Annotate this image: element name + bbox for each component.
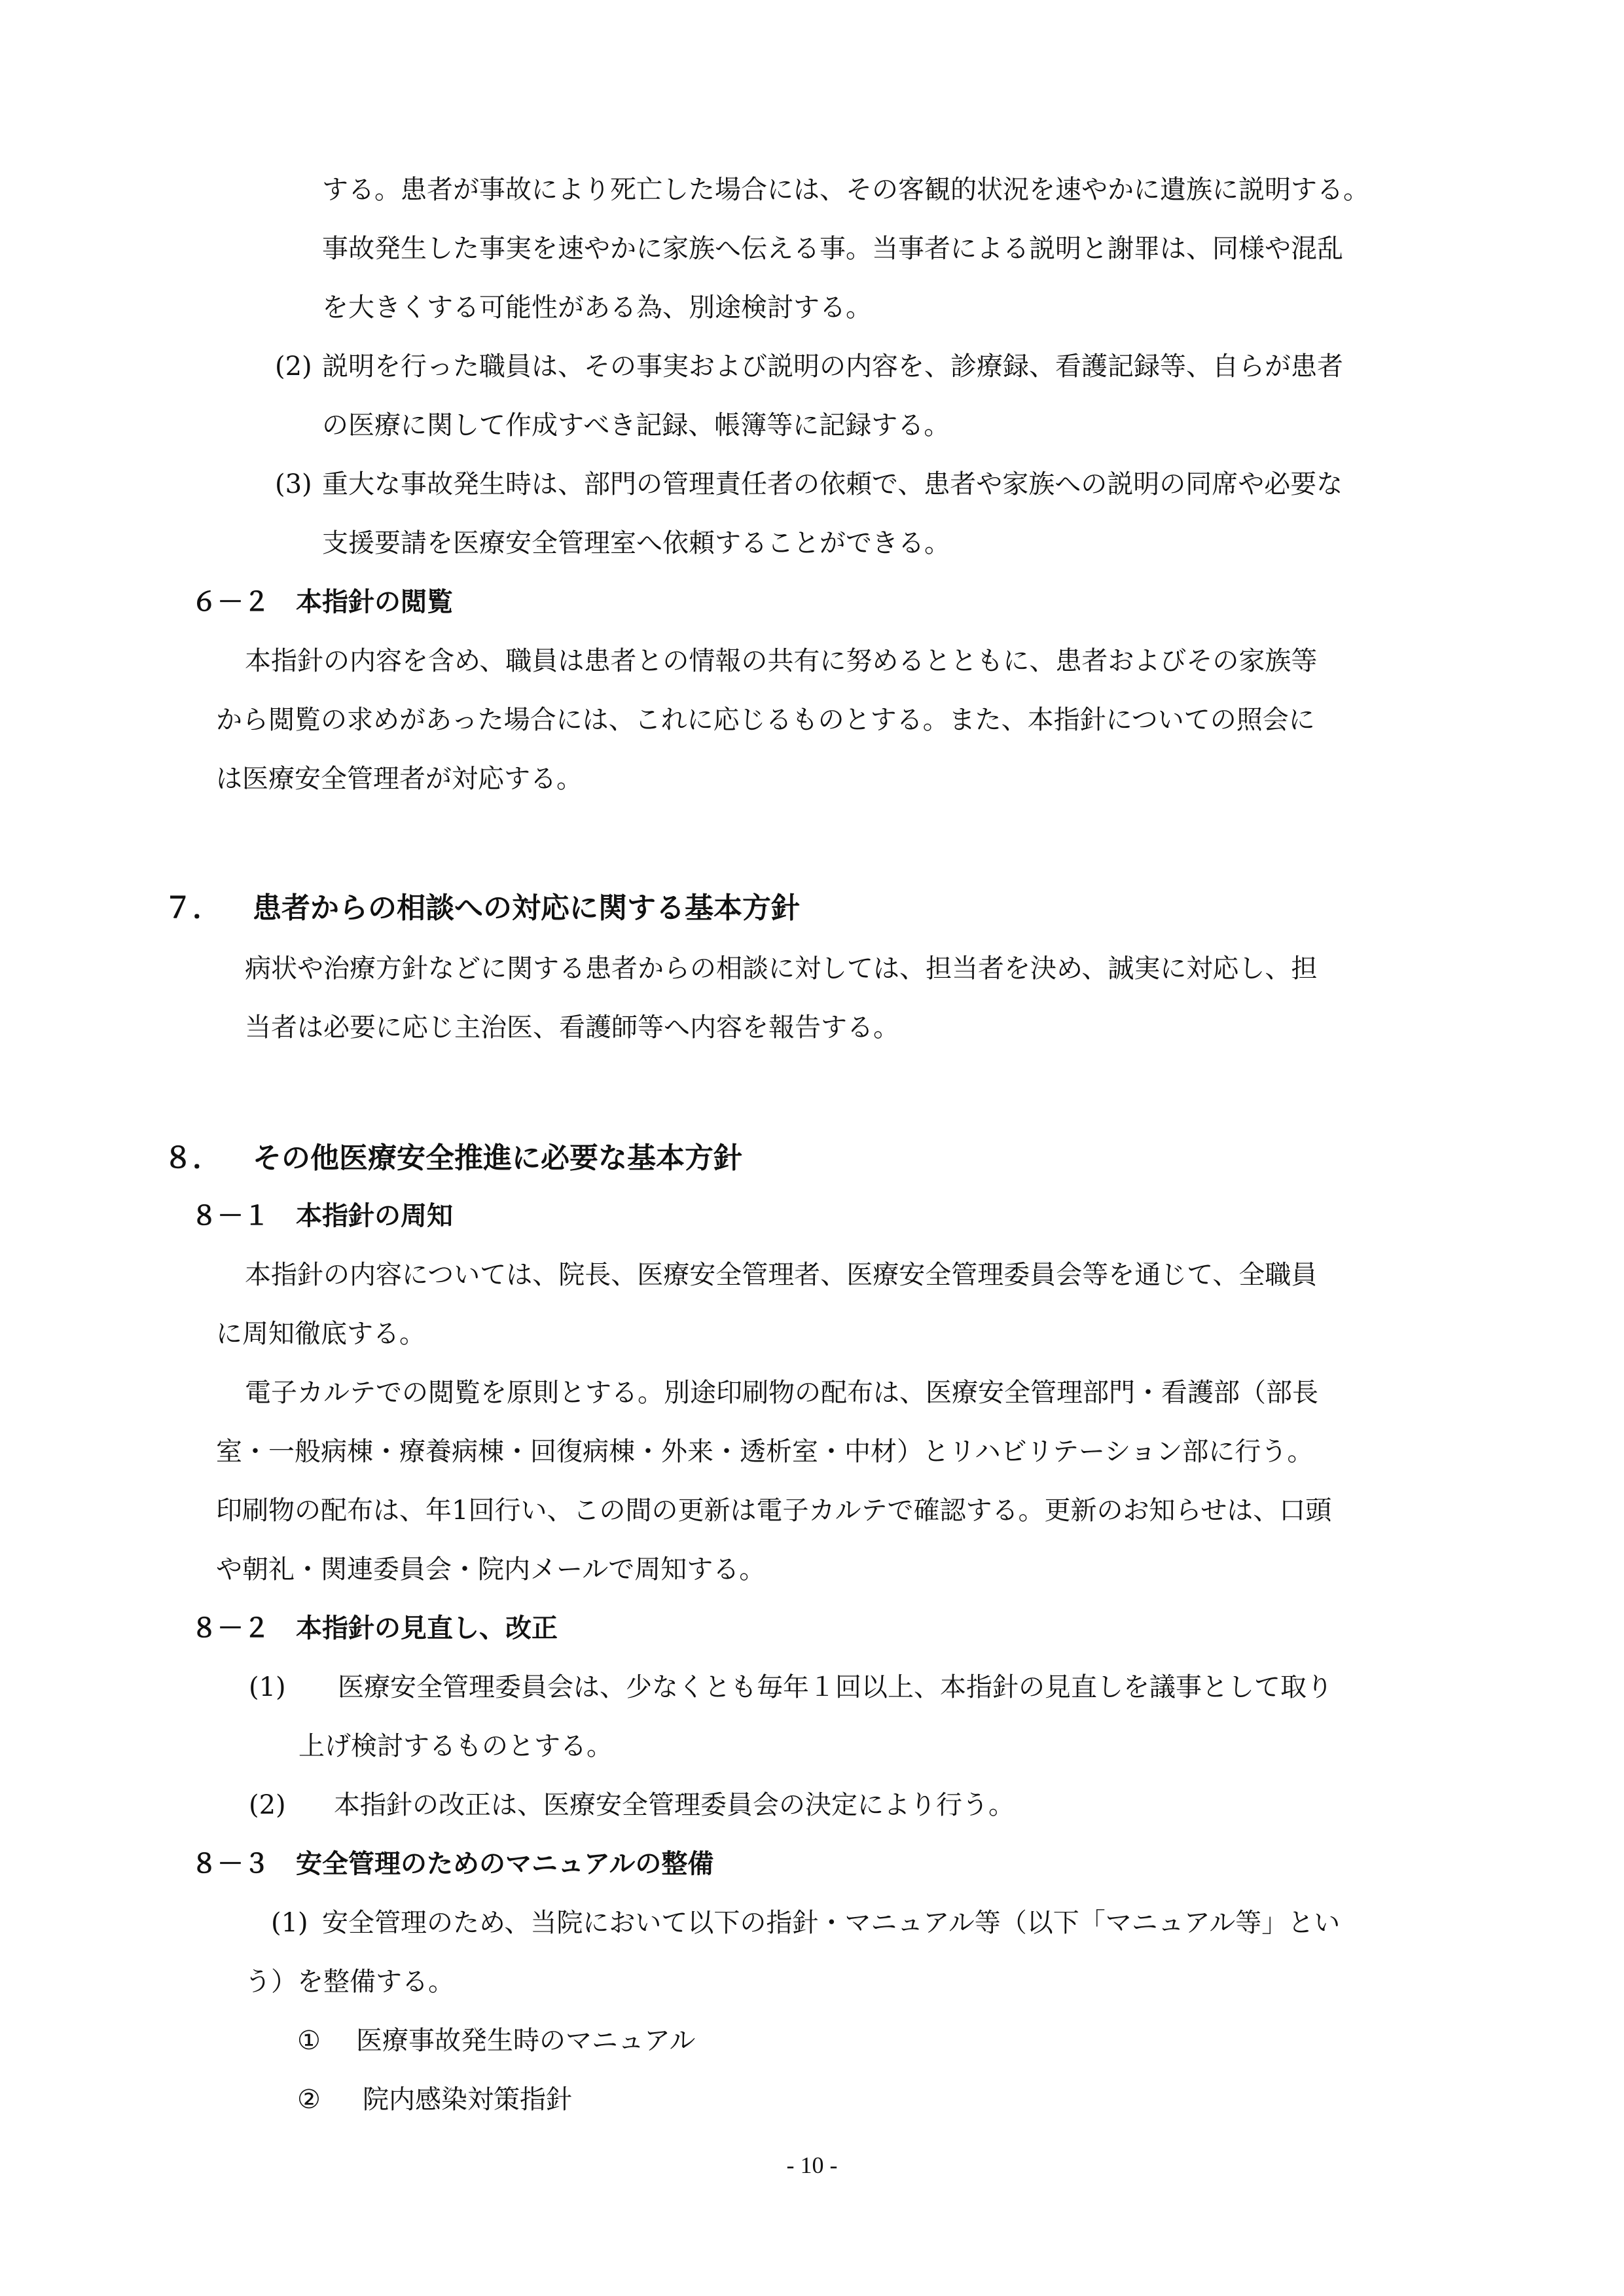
list-item [249, 1787, 1015, 1823]
section-title: その他医療安全推進に必要な基本方針 [253, 1141, 742, 1175]
body-text-line: から閲覧の求めがあった場合には、これに応じるものとする。また、本指針についての照会に [216, 705, 1315, 735]
body-text-line: や朝礼・関連委員会・院内メールで周知する。 [216, 1554, 766, 1585]
section-title: 患者からの相談への対応に関する基本方針 [253, 891, 800, 925]
list-item-number: (1) [249, 1672, 286, 1702]
body-text-line: 電子カルテでの閲覧を原則とする。別途印刷物の配布は、医療安全管理部門・看護部（部長 [245, 1378, 1318, 1408]
circled-number: ① [297, 2026, 321, 2056]
list-item-text: 医療安全管理委員会は、少なくとも毎年１回以上、本指針の見直しを議事として取り [338, 1672, 1333, 1702]
list-item-number: (1) [271, 1908, 308, 1938]
list-item-text: 重大な事故発生時は、部門の管理責任者の依頼で、患者や家族への説明の同席や必要な [322, 469, 1343, 499]
list-item-text: 医療事故発生時のマニュアル [356, 2026, 696, 2056]
list-item-continuation: 支援要請を医療安全管理室へ依頼することができる。 [322, 528, 950, 558]
list-item-text: 説明を行った職員は、その事実および説明の内容を、診療録、看護記録等、自らが患者 [322, 351, 1343, 382]
body-text-line: 病状や治療方針などに関する患者からの相談に対しては、担当者を決め、誠実に対応し、担 [245, 954, 1318, 984]
numbered-list-item [297, 2022, 695, 2059]
circled-number: ② [297, 2085, 321, 2115]
list-item-text: 院内感染対策指針 [363, 2085, 572, 2115]
section-heading-8 [164, 1139, 742, 1178]
subsection-heading-6-2: ６－２ 本指針の閲覧 [191, 587, 453, 617]
list-item-text: 本指針の改正は、医療安全管理委員会の決定により行う。 [334, 1790, 1015, 1820]
list-item [275, 348, 1343, 385]
list-item-continuation: う）を整備する。 [245, 1967, 454, 1997]
list-item [275, 466, 1343, 503]
list-item-continuation: の医療に関して作成すべき記録、帳簿等に記録する。 [322, 410, 950, 440]
list-item-continuation: 上げ検討するものとする。 [298, 1731, 613, 1761]
body-text-line: 本指針の内容については、院長、医療安全管理者、医療安全管理委員会等を通じて、全職員 [245, 1260, 1318, 1290]
section-heading-7 [164, 889, 800, 928]
list-item-number: (2) [275, 351, 312, 382]
subsection-heading-8-1: ８－１ 本指針の周知 [191, 1201, 453, 1231]
body-text-line: 事故発生した事実を速やかに家族へ伝える事。当事者による説明と謝罪は、同様や混乱 [322, 234, 1343, 264]
list-item-text: 安全管理のため、当院において以下の指針・マニュアル等（以下「マニュアル等」とい [322, 1908, 1341, 1938]
subsection-heading-8-3: ８－３ 安全管理のためのマニュアルの整備 [191, 1849, 714, 1879]
body-text-line: に周知徹底する。 [216, 1319, 425, 1349]
list-item [249, 1669, 1333, 1706]
body-text-line: 当者は必要に応じ主治医、看護師等へ内容を報告する。 [245, 1013, 899, 1043]
body-text-line: を大きくする可能性がある為、別途検討する。 [322, 293, 872, 323]
body-text-line: 本指針の内容を含め、職員は患者との情報の共有に努めるとともに、患者およびその家族等 [245, 646, 1318, 676]
body-text-line: 室・一般病棟・療養病棟・回復病棟・外来・透析室・中材）とリハビリテーション部に行う。 [216, 1437, 1314, 1467]
section-number: ８． [164, 1141, 221, 1175]
section-number: ７． [164, 891, 221, 925]
subsection-heading-8-2: ８－２ 本指針の見直し、改正 [191, 1613, 558, 1643]
body-text-line: 印刷物の配布は、年1回行い、この間の更新は電子カルテで確認する。更新のお知らせは、口頭 [216, 1496, 1332, 1526]
list-item-number: (2) [249, 1790, 286, 1820]
page-number: - 10 - [786, 2152, 838, 2178]
body-text-line: は医療安全管理者が対応する。 [216, 764, 583, 794]
numbered-list-item [297, 2081, 572, 2118]
list-item [271, 1905, 1340, 1941]
body-text-line: する。患者が事故により死亡した場合には、その客観的状況を速やかに遺族に説明する。 [322, 175, 1369, 205]
list-item-number: (3) [275, 469, 312, 499]
